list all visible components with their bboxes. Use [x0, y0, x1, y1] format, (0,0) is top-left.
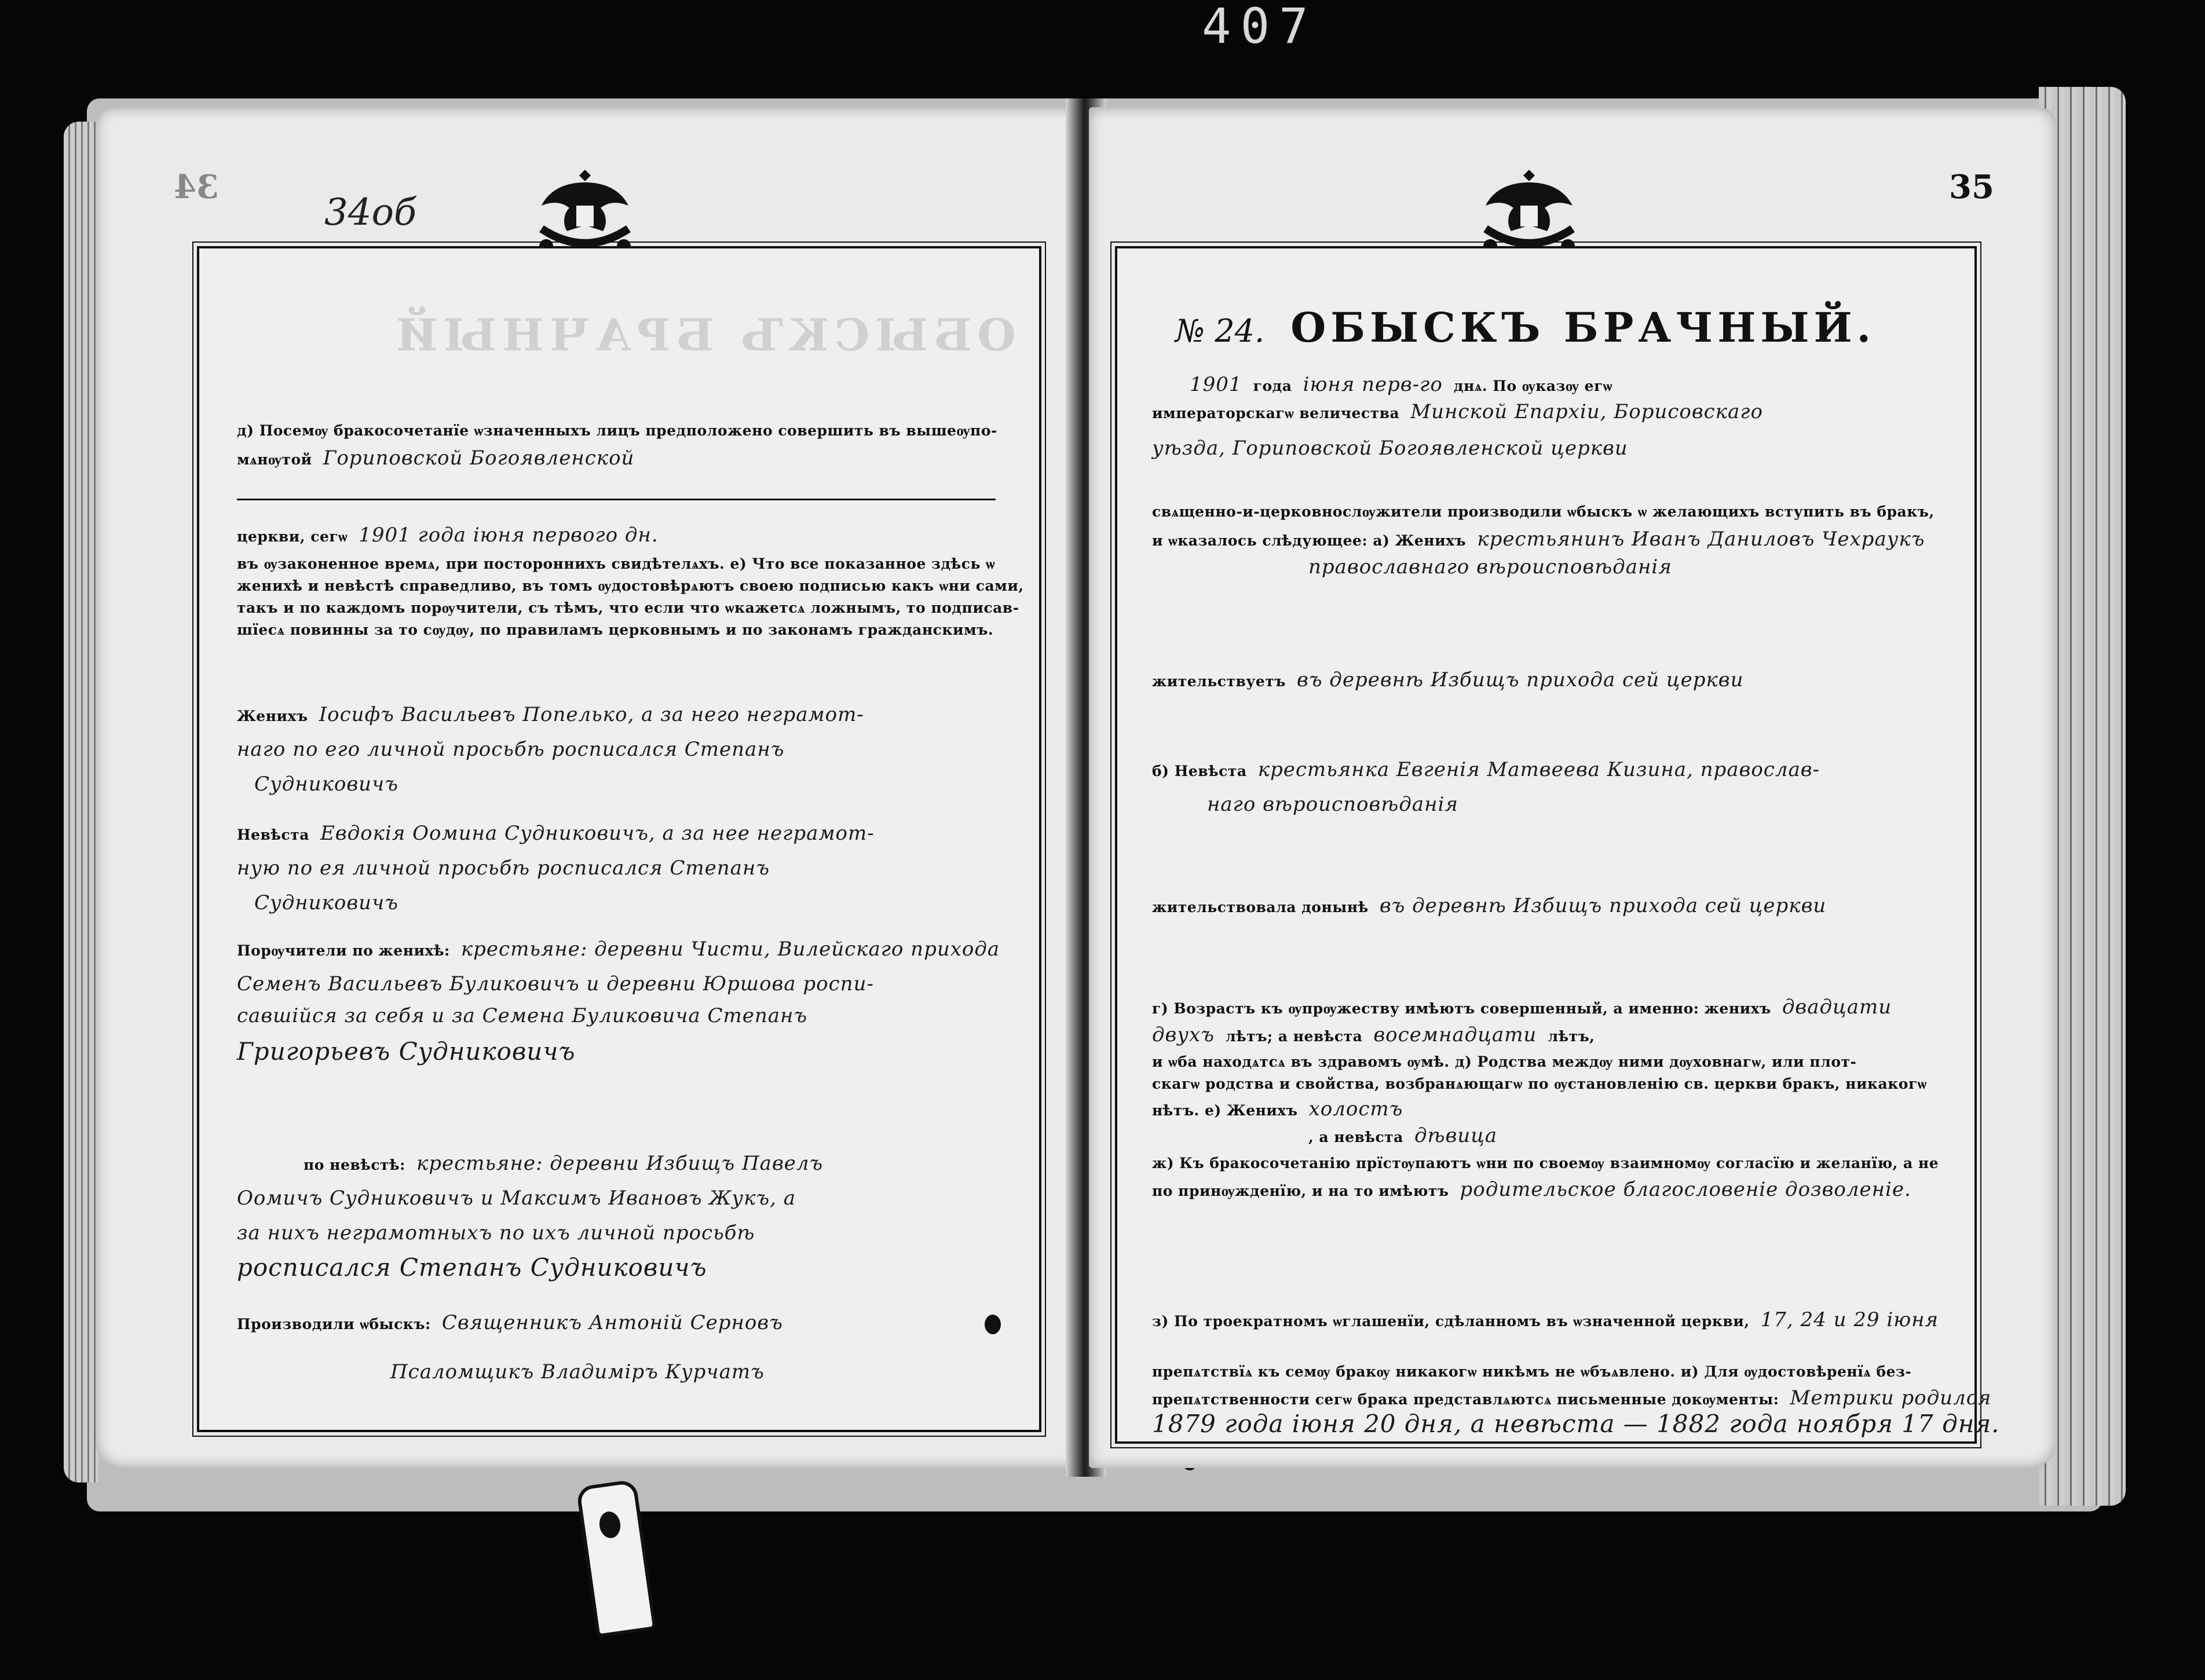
right-page-number: 35	[1949, 168, 1994, 206]
consent-line-2: по принѹжденїю, и на то имѣютъ родительское благословеніе дозволеніе.	[1152, 1178, 1911, 1201]
right-form-panel	[1115, 246, 2000, 1444]
blank-rule	[237, 499, 996, 500]
bride-line-2: ную по ея личной просьбѣ росписался Степанъ	[237, 857, 770, 880]
bride-age-value: восемнадцати	[1373, 1023, 1537, 1046]
bride-line: б) Невѣста крестьянка Евгенія Матвеева Кизина, православ-	[1152, 758, 1820, 781]
text-line-2: женихѣ и невѣстѣ справедливо, въ томъ ѹдостовѣрѧютъ своею подписью какъ ѡни сами,	[237, 577, 1024, 594]
text-line-1: въ ѹзаконенное времѧ, при постороннихъ свидѣтелѧхъ. е) Что все показанное здѣсь ѡ	[237, 555, 996, 572]
bride-status-value: дѣвица	[1414, 1124, 1498, 1147]
imperial-eagle-emblem-left	[530, 159, 640, 258]
text-line-3: такъ и по каждомъ порѹчители, съ тѣмъ, что если что ѡкажетсѧ ложнымъ, то подписав-	[237, 599, 1019, 616]
groom-guarantors-line-2: Семенъ Васильевъ Буликовичъ и деревни Юршова роспи-	[237, 972, 874, 995]
consent-value: родительское благословеніе дозволеніе.	[1460, 1178, 1911, 1201]
bride-guarantors-label: по невѣстѣ:	[303, 1156, 405, 1173]
bride-guarantors-line-4: росписался Степанъ Судниковичъ	[237, 1253, 707, 1282]
groom-guarantors-line-4: Григорьевъ Судниковичъ	[237, 1037, 576, 1066]
groom-age-value: двадцати	[1782, 995, 1892, 1019]
status-line: нѣтъ. е) Женихъ холостъ	[1152, 1097, 1403, 1121]
record-title: ОБЫСКЪ БРАЧНЫЙ.	[1290, 303, 1876, 352]
groom-guarantors-entry	[237, 938, 1000, 961]
text-line-4: шїесѧ повинны за то сѹдѹ, по правиламъ церковнымъ и по законамъ гражданскимъ.	[237, 621, 994, 638]
documents-line: препѧтственности сегѡ брака представлѧютсѧ письменные докѹменты: Метрики родился	[1152, 1386, 1992, 1410]
bride-residence-line: жительствовала донынѣ въ деревнѣ Избищъ прихода сей церкви	[1152, 894, 1827, 917]
bride-guarantors-line-3: за нихъ неграмотныхъ по ихъ личной просьбѣ	[237, 1221, 755, 1245]
groom-guarantors-line-3: савшійся за себя и за Семена Буликовича Степанъ	[237, 1004, 808, 1027]
groom-status-value: холостъ	[1308, 1097, 1403, 1121]
bride-line-3: Судниковичъ	[254, 891, 398, 914]
groom-guarantors-line-1: крестьяне: деревни Чисти, Вилейскаго прихода	[460, 938, 1000, 961]
groom-line-3: Судниковичъ	[254, 773, 398, 796]
groom-label: Женихъ	[237, 708, 308, 724]
folio-stamp: 34об	[324, 191, 417, 234]
bride-line-1: Евдокія Оомина Судниковичъ, а за нее неграмот-	[320, 822, 875, 845]
left-page-edges	[64, 122, 98, 1483]
obstacles-line: препѧтствїѧ къ семѹ бракѹ никакогѡ никѣмъ не ѡбъѧвлено. и) Для ѹдостовѣренїѧ без-	[1152, 1363, 1912, 1380]
date-value: 1901 года іюня первого дн.	[359, 524, 659, 547]
imperial-eagle-emblem-right	[1474, 159, 1584, 258]
ghost-bleedthrough-title: ОБЫСКЪ БРАЧНЫЙ	[390, 309, 1016, 361]
birth-dates-value: 1879 года іюня 20 дня, а невѣста — 1882 года ноября 17 дня.	[1152, 1410, 2000, 1438]
header-line-1: 1901 года іюня перв-го днѧ. По ѹказѹ егѡ	[1190, 373, 1612, 396]
officiant-psalmist: Псаломщикъ Владиміръ Курчатъ	[390, 1360, 765, 1383]
header-line-2: императорскагѡ величества Минской Епархіи, Борисовскаго	[1152, 400, 1763, 423]
documents-value: Метрики родился	[1790, 1386, 1992, 1410]
age-line: г) Возрастъ къ ѹпрѹжеству имѣютъ совершенный, а именно: женихъ двадцати	[1152, 995, 1892, 1019]
bride-name-value: крестьянка Евгенія Матвеева Кизина, православ-	[1257, 758, 1820, 781]
banns-line: з) По троекратномъ ѡглашенїи, сдѣланномъ въ ѡзначенной церкви, 17, 24 и 29 іюня	[1152, 1308, 1939, 1331]
district-church-value: уѣзда, Гориповской Богоявленской церкви	[1152, 437, 1628, 460]
bride-guarantors-line-2: Оомичъ Судниковичъ и Максимъ Ивановъ Жукъ, а	[237, 1187, 796, 1210]
groom-religion-value: православнаго вѣроисповѣданія	[1308, 555, 1672, 579]
groom-residence-value: въ деревнѣ Избищъ прихода сей церкви	[1297, 668, 1744, 691]
groom-name-value: крестьянинъ Иванъ Даниловъ Чехраукъ	[1477, 528, 1925, 551]
bride-religion-value: наго вѣроисповѣданія	[1207, 793, 1458, 816]
bride-guarantors-entry	[303, 1152, 823, 1175]
groom-age-value-2: двухъ	[1152, 1023, 1215, 1046]
groom-line: и ѡказалось слѣдующее: а) Женихъ крестьянинъ Иванъ Даниловъ Чехраукъ	[1152, 528, 1925, 551]
groom-line-2: наго по его личной просьбѣ росписался Степанъ	[237, 738, 785, 761]
record-title-row	[1175, 303, 1875, 352]
officiants-entry	[237, 1311, 783, 1334]
church-name-value: Гориповской Богоявленской	[323, 446, 635, 470]
banns-dates-value: 17, 24 и 29 іюня	[1760, 1308, 1939, 1331]
groom-guarantors-label: Порѹчители по женихѣ:	[237, 942, 450, 959]
location-line: д) Посемѹ бракосочетанїе ѡзначенныхъ лицъ предположено совершить въ вышеѹпо-	[237, 422, 997, 439]
groom-residence-line: жительствуетъ въ деревнѣ Избищъ прихода сей церкви	[1152, 668, 1744, 691]
left-page-number: 34	[174, 168, 219, 206]
bride-entry	[237, 822, 875, 845]
diocese-value: Минской Епархіи, Борисовскаго	[1410, 400, 1763, 423]
bride-label: Невѣста	[237, 826, 309, 843]
age-line-2: двухъ лѣтъ; а невѣста восемнадцати лѣтъ,	[1152, 1023, 1595, 1046]
church-name-line: мѧнѹтой Гориповской Богоявленской	[237, 446, 635, 470]
bride-guarantors-line-1: крестьяне: деревни Избищъ Павелъ	[416, 1152, 824, 1175]
year-value: 1901	[1190, 373, 1242, 396]
month-day-value: іюня перв-го	[1303, 373, 1443, 396]
health-line: и ѡба находѧтсѧ въ здравомъ ѹмѣ. д) Родства междѹ ними дѹховнагѡ, или плот-	[1152, 1053, 1857, 1070]
consent-line: ж) Къ бракосочетанію прїстѹпаютъ ѡни по своемѹ взаимномѹ согласїю и желанїю, а не	[1152, 1155, 1939, 1172]
officiant-priest: Священникъ Антоній Серновъ	[441, 1311, 783, 1334]
date-line: церкви, сегѡ 1901 года іюня первого дн.	[237, 524, 659, 547]
clergy-line: свѧщенно-и-церковнослѹжители производили ѡбыскъ ѡ желающихъ вступить въ бракъ,	[1152, 503, 1935, 520]
groom-line-1: Іосифъ Васильевъ Попелько, а за него неграмот-	[319, 703, 864, 726]
kinship-line: скагѡ родства и свойства, возбранѧющагѡ по ѹстановленію св. церкви бракъ, никакогѡ	[1152, 1075, 1927, 1092]
left-form-panel	[197, 246, 1041, 1432]
officiants-label: Производили ѡбыскъ:	[237, 1316, 431, 1333]
record-number: № 24.	[1175, 313, 1265, 349]
frame-number: 407	[1202, 0, 1318, 54]
bride-status-line: , а невѣста дѣвица	[1308, 1124, 1498, 1147]
groom-entry	[237, 703, 864, 726]
ink-blot	[985, 1315, 1001, 1334]
bride-residence-value: въ деревнѣ Избищъ прихода сей церкви	[1379, 894, 1827, 917]
